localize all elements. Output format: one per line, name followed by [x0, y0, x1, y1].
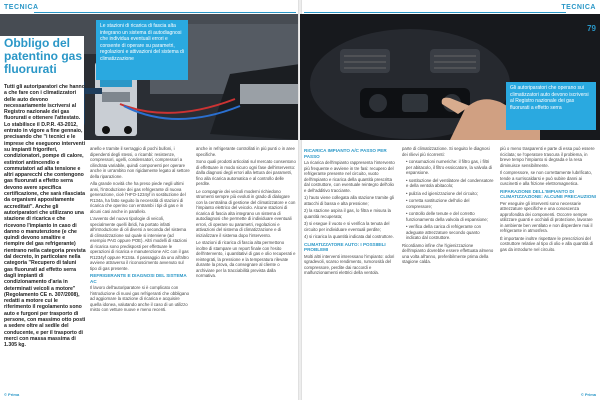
- body-paragraph: L'avvento del nuovo tipologie di veicoli, specialmente quelli ibridi, ha portato infatti all'introduzione di oli diversi a seconda del sistema di climatizzazione sul quale si interviene (ad esempio PAG oppure POE). Altri modelli di stazioni di ricarica sono predisposti per effettuare le operazioni di ricarica e manutenzione A/C con il gas R1234yf oppure R134a. Il passaggio da uno all'altro avviene attraverso il riconoscimento avvenuto sul tipo di gas presente.: [90, 216, 189, 271]
- body-paragraph: Le compagnie dei veicoli moderni richiedono strumenti sempre più evoluti in grado di dialogare con la centralina di gestione del climatizzatore e con l'impianto elettrico del veicolo. Alcune stazioni di ricarica di fascia alta integrano un sistema di autodiagnosi che permette di individuare eventuali errori, di operare su parametri, regolazioni e attivazioni del sistema di climatizzazione e di inizializzare il sistema dopo l'intervento.: [196, 188, 296, 238]
- rubric-rule: [34, 12, 296, 13]
- body-paragraph: anche in refrigerante controllati in più punti o in aree specifiche.: [196, 146, 295, 157]
- text-column-3: [304, 146, 396, 390]
- photo-caption-right: Gli autoriparatori che operano sui climatizzatori auto devono iscriversi al Registro nazionale dei gas fluorurati a effetto serra: [506, 82, 596, 130]
- section-subhead: CLIMATIZZATORE AUTO: I POSSIBILI PROBLEMI: [304, 241, 386, 252]
- body-paragraph: • sostituzione del ventilatore del condensatore e della ventola abitacolo;: [406, 177, 494, 188]
- text-column-1: [90, 146, 190, 390]
- body-paragraph: Alla grande novità che ha preso piede negli ultimi anni, l'introduzione dei gas refrigerante di nuova generazione, cioè l'HFO-1234yf in sostituzione del R134a, ha fatto seguito la necessità di stazioni di ricarica che operino con entrambi i tipi di gas e in alcuni casi anche in parallelo.: [90, 181, 186, 214]
- right-page: [300, 0, 600, 400]
- body-paragraph: • verifica della carica di refrigerante con adeguate attrezzature secondo quanto indicato dal costruttore.: [406, 224, 482, 240]
- body-paragraph: • consumazioni numeriche: il filtro gas, i filtri per abitacolo, il filtro essiccatore, la valvola di espansione.: [406, 159, 492, 175]
- photo-caption-top: Le stazioni di ricarica di fascia alta integrano un sistema di autodiagnosi che individua eventuali errori e consente di operare su parametri, regolazioni e attivazioni del sistema di climatizzazione: [96, 20, 188, 80]
- section-subhead: RIPARAZIONE DELL'IMPIANTO DI CLIMATIZZAZIONE: ALCUNE PRECAUZIONI: [500, 188, 596, 199]
- sidebar-lead: Tutti gli autoriparatori che hanno a che fare con i climatizzatori delle auto devono necessariamente iscriversi al Registro nazionale dei gas fluorurati e ottenere l'attestato. Lo stabilisce il D.P.R. 43-2012, entrato in vigore a fine gennaio, precisando che "i tecnici e le imprese che eseguono interventi su impianti frigoriferi, condizionatori, pompe di calore, estintori antincendio e commutatori ad alta tensione e altri apparecchi che contengono gas fluorurati a effetto serra devono avere specifica certificazione, che sarà rilasciata da organismi appositamente accreditati". Anche gli autoriparatori che utilizzano una stazione di ricarica e che ricevono l'impianto in caso di danno o manutenzione (e che quindi devono smaltire e riempire del gas refrigerante) rientrano nella categoria prevista dal decreto, in particolare nella categoria "Recupero di taluni gas fluorurati ad effetto serra dagli impianti di condizionamento d'aria in determinati veicoli a motore" (Regolamento CE n. 307/2008), redatti a motore cui le riferimento il regolamento sono auto e furgoni per trasporto di persone, con massimo otto posti a sedere oltre al sedile del conducente, e per il trasporto di merci con massa massima di 1.305 kg.: [4, 84, 86, 349]
- body-paragraph: 4) si ricarica la quantità indicata dal costruttore.: [304, 234, 394, 239]
- body-paragraph: Il compressore, se non correttamente lubrificato, tende a surriscaldarsi e può subire danni ai cuscinetti e alla frizione elettromagnetica.: [500, 170, 592, 186]
- body-paragraph: Le stazioni di ricarica di fascia alta permettono inoltre di stampare un report finale con l'esito dell'intervento, i quantitativi di gas e olio recuperati e reintegrati, la pressione e la temperatura rilevate durante la prova, da consegnare al cliente o archiviare per la tracciabilità prevista dalla normativa.: [196, 240, 296, 278]
- body-paragraph: La ricarica dell'impianto rappresenta l'intervento più frequente e avviene in tre fasi: recupero del refrigerante presente nel circuito, vuoto dell'impianto e ricarica della quantità prescritta dal costruttore, con eventuale reintegro dell'olio e dell'additivo tracciante.: [304, 160, 395, 193]
- section-rubric: TECNICA: [4, 4, 39, 11]
- text-column-5: [500, 146, 596, 390]
- section-subhead: RICARICA IMPIANTO A/C PASSO PER PASSO: [304, 148, 387, 159]
- body-paragraph: parte di climatizzazione. Si seguito le diagnosi dei rilievi più ricorrenti:: [402, 146, 490, 157]
- body-paragraph: più o meno trasparenti e parte di essa può essere riciclata; se l'operatore trascura il problema, in breve tempo l'impianto si degrada e la resa diminuisce sensibilmente.: [500, 146, 595, 168]
- body-paragraph: 2) la stazione aspira il gas, lo filtra e misura la quantità recuperata;: [304, 208, 391, 219]
- body-paragraph: 3) si esegue il vuoto e si verifica la tenuta del circuito per individuare eventuali perdite;: [304, 221, 390, 232]
- body-paragraph: Il lavoro dell'autoriparatore si è complicato con l'introduzione di nuovi gas refrigeranti che obbligano ad aggiornare la stazione di ricarica e acquisire quella idonea, valutando anche il caso di un utilizzo misto con vetture nuove e meno recenti.: [90, 285, 189, 312]
- body-paragraph: Ricordiamo infine che l'igienizzazione dell'impianto dovrebbe essere effettuata almeno una volta all'anno, preferibilmente prima della stagione calda.: [402, 242, 494, 264]
- body-paragraph: • controllo delle tenute e del corretto funzionamento della valvola di espansione;: [406, 211, 488, 222]
- body-paragraph: 1) l'auto viene collegata alla stazione tramite gli attacchi di bassa e alta pressione;: [304, 195, 394, 206]
- body-paragraph: Sono quali prodotti articolati sul mercato consentono di effettuare in modo sicuro ogni fase dell'intervento: dalla diagnosi degli errori alla lettura dei parametri, fino alla ricarica automatica e al controllo delle perdite.: [196, 159, 296, 186]
- body-paragraph: Per eseguire gli interventi sono necessarie attrezzature specifiche e una conoscenza approfondita dei componenti. Occorre sempre utilizzare guanti e occhiali di protezione, lavorare in ambiente ben ventilato e non disperdere mai il refrigerante in atmosfera.: [500, 200, 593, 233]
- page-number: 79: [587, 24, 596, 33]
- body-paragraph: anello e tramite il serraggio di pochi bulloni, i dipendenti degli stessi, o ricambi: resistenze, compressori, ugelli, condensatori, compressori a cilindrata variabile, quindi componenti per operare anche in un'ambito non rigidamente legato al settore della riparazione.: [90, 146, 190, 179]
- text-column-4: [402, 146, 494, 390]
- footer-logo-left: © Prima: [4, 392, 20, 397]
- section-rubric-right: TECNICA: [561, 4, 596, 11]
- body-paragraph: • corretta sostituzione dell'olio del compressore;: [406, 198, 470, 209]
- article-title: Obbligo del patentino gas fluorurati: [4, 36, 83, 76]
- body-paragraph: • pulizia ed igienizzazione del circuito;: [406, 190, 478, 196]
- body-paragraph: Molti altri interventi interessano l'impianto: odori sgradevoli, scarso rendimento, rumorosità del compressore, perdite dai raccordi e malfunzionamenti elettrici della ventola.: [304, 253, 395, 275]
- section-subhead: REFRIGERANTE E DIAGNOSI DEL SISTEMA AC: [90, 273, 187, 284]
- body-paragraph: È importante inoltre rispettare le prescrizioni del costruttore relative al tipo di olio e alla quantità di gas da introdurre nel circuito.: [500, 235, 593, 252]
- text-column-2: [196, 146, 296, 390]
- footer-logo-right: © Prima: [580, 392, 596, 397]
- rubric-rule-right: [304, 12, 566, 13]
